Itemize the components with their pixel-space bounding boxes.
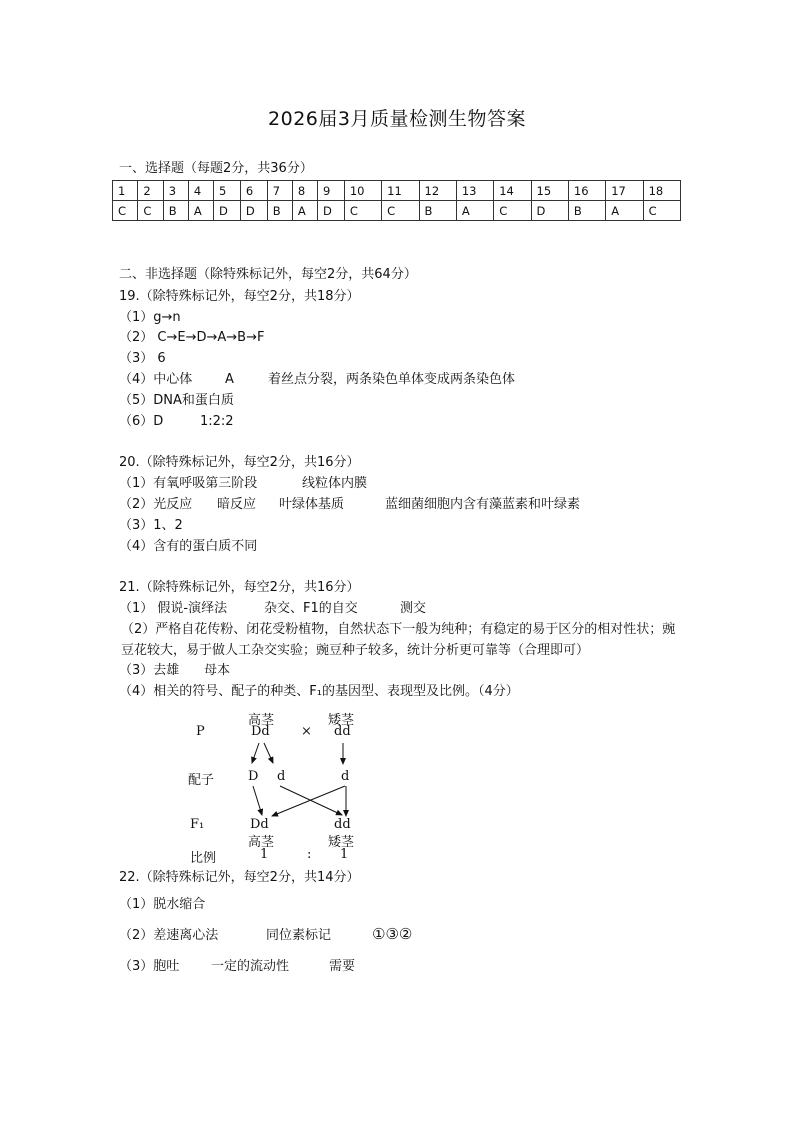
f1-genotype-Dd: Dd [250, 817, 269, 832]
table-cell: D [317, 201, 344, 221]
q19-answer-3: （3） 6 [119, 351, 166, 366]
parent-label: P [196, 724, 205, 739]
table-cell: 11 [382, 181, 419, 201]
table-cell: A [606, 201, 643, 221]
q20-answer-3: （3）1、2 [119, 518, 183, 533]
answer-row [113, 201, 681, 221]
q20-answer-2-part-c: 叶绿体基质 [279, 497, 345, 512]
q21-answer-1-part-b: 杂交、F1的自交 [264, 601, 358, 616]
q19-heading: 19.（除特殊标记外，每空2分，共18分） [119, 289, 360, 304]
question-number-row [113, 181, 681, 201]
q22-answer-3-part-a: （3）胞吐 [119, 959, 180, 974]
q19-answer-6-part-a: （6）D [119, 414, 164, 429]
parent2-phenotype: 矮茎 [328, 713, 355, 728]
table-cell: 1 [113, 181, 138, 201]
q19-answer-4-part-c: 着丝点分裂，两条染色单体变成两条染色体 [268, 372, 516, 387]
q20-answer-2-part-a: （2）光反应 [119, 497, 193, 512]
arrow-D-to-Dd [253, 786, 262, 815]
table-cell: 17 [606, 181, 643, 201]
q19-answer-1: （1）g→n [119, 310, 181, 325]
table-cell: D [531, 201, 568, 221]
table-cell: 8 [292, 181, 317, 201]
table-cell: 15 [531, 181, 568, 201]
q21-answer-4: （4）相关的符号、配子的种类、F₁的基因型、表现型及比例。（4分） [119, 684, 519, 699]
gamete-D: D [248, 769, 259, 784]
section2-heading: 二、非选择题（除特殊标记外，每空2分，共64分） [119, 267, 417, 282]
q20-answer-1-part-b: 线粒体内膜 [302, 476, 368, 491]
table-cell: 3 [163, 181, 188, 201]
table-cell: 5 [213, 181, 240, 201]
table-cell: C [494, 201, 531, 221]
table-cell: 13 [456, 181, 493, 201]
ratio-value-1: 1 [260, 847, 269, 862]
table-cell: 2 [138, 181, 163, 201]
table-cell: 4 [188, 181, 213, 201]
ratio-label: 比例 [190, 851, 217, 866]
table-cell: D [213, 201, 240, 221]
q21-answer-1-part-a: （1） 假说-演绎法 [119, 601, 228, 616]
f1-phenotype-short: 矮茎 [328, 835, 355, 850]
q19-answer-2: （2） C→E→D→A→B→F [119, 330, 265, 345]
table-cell: B [267, 201, 292, 221]
table-cell: D [240, 201, 267, 221]
ratio-colon: : [307, 847, 312, 862]
table-cell: A [292, 201, 317, 221]
q22-answer-1: （1）脱水缩合 [119, 897, 206, 912]
q21-answer-3-part-a: （3）去雄 [119, 663, 180, 678]
arrow-d1-to-dd [280, 786, 342, 815]
parent2-genotype: dd [334, 724, 351, 739]
q21-heading: 21.（除特殊标记外，每空2分，共16分） [119, 580, 360, 595]
q22-answer-2-part-a: （2）差速离心法 [119, 928, 219, 943]
q21-answer-2: （2）严格自花传粉、闭花受粉植物，自然状态下一般为纯种；有稳定的易于区分的相对性状；豌豆花较大，易于做人工杂交实验；豌豆种子较多，统计分析更可靠等（合理即可） [121, 622, 676, 658]
table-cell: 7 [267, 181, 292, 201]
table-cell: A [456, 201, 493, 221]
table-cell: C [643, 201, 680, 221]
q20-answer-2-part-b: 暗反应 [217, 497, 257, 512]
q19-answer-4-part-b: A [225, 372, 234, 387]
arrow-p1-to-D [252, 743, 259, 763]
table-cell: 12 [419, 181, 456, 201]
parent1-genotype: Dd [251, 724, 270, 739]
q22-answer-2-part-c: ①③② [372, 925, 413, 943]
table-cell: 9 [317, 181, 344, 201]
q20-answer-4: （4）含有的蛋白质不同 [119, 539, 258, 554]
table-cell: B [163, 201, 188, 221]
table-cell: C [382, 201, 419, 221]
q20-answer-1-part-a: （1）有氧呼吸第三阶段 [119, 476, 258, 491]
section1-heading: 一、选择题（每题2分，共36分） [119, 161, 313, 176]
table-cell: 16 [568, 181, 605, 201]
page-title: 2026届3月质量检测生物答案 [268, 108, 526, 130]
table-cell: C [344, 201, 381, 221]
f1-label: F₁ [190, 817, 205, 832]
parent1-phenotype: 高茎 [248, 713, 275, 728]
table-cell: C [113, 201, 138, 221]
q22-answer-2-part-b: 同位素标记 [266, 928, 332, 943]
f1-genotype-dd: dd [334, 817, 351, 832]
table-cell: A [188, 201, 213, 221]
table-cell: 14 [494, 181, 531, 201]
q20-answer-2-part-d: 蓝细菌细胞内含有藻蓝素和叶绿素 [385, 497, 581, 512]
table-cell: C [138, 201, 163, 221]
gamete-label: 配子 [188, 773, 215, 788]
q21-answer-3-part-b: 母本 [204, 663, 231, 678]
q22-answer-3-part-b: 一定的流动性 [211, 959, 290, 974]
arrow-p1-to-d [264, 743, 273, 763]
gamete-d-2: d [341, 769, 350, 784]
q19-answer-6-part-b: 1:2:2 [200, 414, 234, 429]
table-cell: 18 [643, 181, 680, 201]
cross-symbol: × [301, 724, 312, 739]
q20-heading: 20.（除特殊标记外，每空2分，共16分） [119, 455, 360, 470]
gamete-d-1: d [277, 769, 286, 784]
table-cell: B [568, 201, 605, 221]
q19-answer-5: （5）DNA和蛋白质 [119, 393, 234, 408]
f1-phenotype-tall: 高茎 [248, 835, 275, 850]
answer-table [112, 180, 681, 221]
table-cell: B [419, 201, 456, 221]
q19-answer-4-part-a: （4）中心体 [119, 372, 193, 387]
table-cell: 6 [240, 181, 267, 201]
table-cell: 10 [344, 181, 381, 201]
q22-heading: 22.（除特殊标记外，每空2分，共14分） [119, 870, 360, 885]
q21-answer-1-part-c: 测交 [400, 601, 427, 616]
ratio-value-2: 1 [340, 847, 349, 862]
genetic-cross-diagram [180, 707, 380, 867]
q22-answer-3-part-c: 需要 [329, 959, 356, 974]
